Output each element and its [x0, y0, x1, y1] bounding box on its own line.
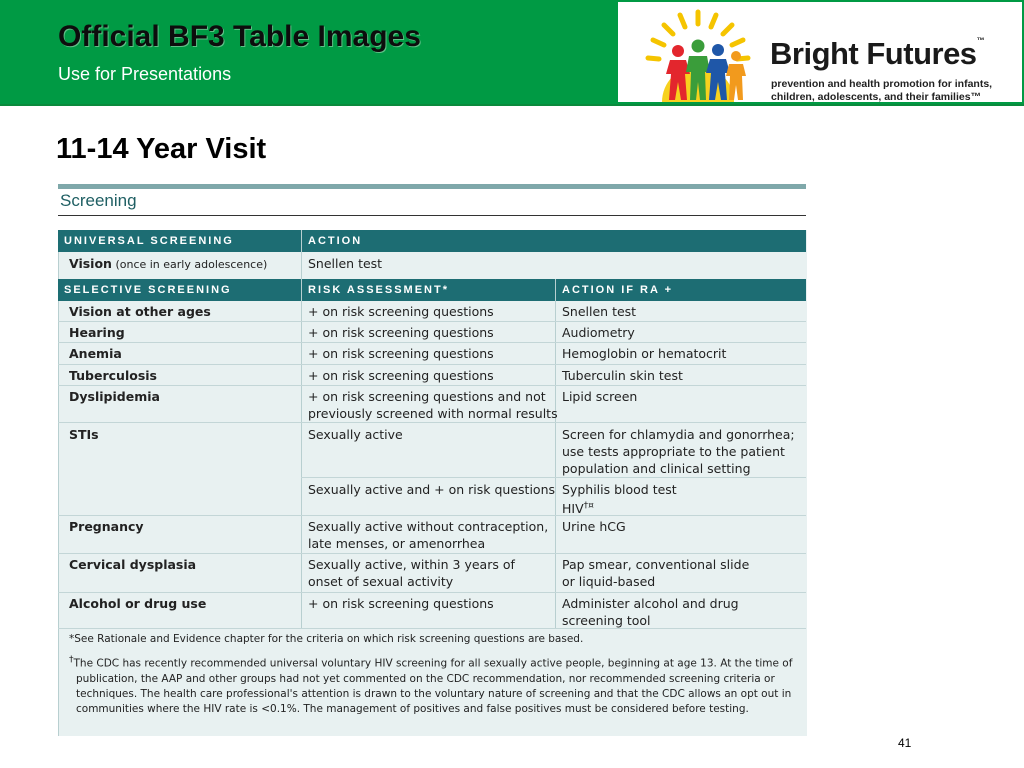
row-action: population and clinical setting — [562, 461, 751, 476]
column-header: UNIVERSAL SCREENING — [64, 235, 234, 247]
row-risk: Sexually active without contraception, — [308, 519, 549, 534]
row-action: screening tool — [562, 613, 651, 628]
footnote-line: publication, the AAP and other groups had not yet commented on the CDC recommendation, nor recommended screening criteria or — [76, 672, 775, 685]
row-divider — [58, 422, 806, 423]
row-name: Pregnancy — [69, 519, 144, 534]
row-name: Tuberculosis — [69, 368, 157, 383]
row-risk: + on risk screening questions — [308, 346, 494, 361]
row-action: use tests appropriate to the patient — [562, 444, 785, 459]
row-name: Alcohol or drug use — [69, 596, 207, 611]
row-name: Vision — [69, 256, 112, 271]
row-risk: + on risk screening questions — [308, 596, 494, 611]
footnote-line: techniques. The health care professional's attention is drawn to the voluntary nature of screening and that the CDC allows an opt out in — [76, 687, 792, 700]
row-divider — [58, 592, 806, 593]
header-subtitle: Use for Presentations — [58, 64, 232, 84]
bright-futures-logo — [615, 0, 1024, 104]
hiv-footnote-mark: †¤ — [583, 501, 594, 511]
dagger-mark: † — [69, 655, 74, 665]
row-risk: + on risk screening questions — [308, 304, 494, 319]
column-divider — [301, 230, 302, 628]
row-action: Snellen test — [562, 304, 637, 319]
footnote-line: The CDC has recently recommended universal voluntary HIV screening for all sexually active people, beginning at age 13. At the time of — [73, 657, 793, 670]
row-name: Anemia — [69, 346, 122, 361]
row-divider — [58, 515, 806, 516]
logo-wordmark — [770, 36, 984, 72]
row-action: Tuberculin skin test — [562, 368, 683, 383]
footnote-line: communities where the HIV rate is <0.1%. The management of positives and false positives must be considered before testing. — [76, 702, 749, 715]
row-name: Vision at other ages — [69, 304, 211, 319]
slide-title: 11-14 Year Visit — [56, 133, 267, 165]
row-name: Dyslipidemia — [69, 389, 160, 404]
section-divider — [58, 215, 806, 216]
row-divider — [58, 628, 806, 629]
row-action: Hemoglobin or hematocrit — [562, 346, 727, 361]
row-risk: + on risk screening questions and not — [308, 389, 546, 404]
header-divider — [0, 104, 1024, 106]
row-risk: + on risk screening questions — [308, 325, 494, 340]
row-risk: + on risk screening questions — [308, 368, 494, 383]
logo-tagline: prevention and health promotion for infants, children, adolescents, and their families™ — [771, 78, 993, 103]
row-divider — [58, 342, 806, 343]
logo-trademark: ™ — [976, 36, 985, 45]
row-action: Snellen test — [308, 256, 383, 271]
row-divider — [58, 321, 806, 322]
footnote-star: *See Rationale and Evidence chapter for the criteria on which risk screening questions are based. — [69, 633, 584, 645]
row-action: Audiometry — [562, 325, 635, 340]
row-risk: onset of sexual activity — [308, 574, 454, 589]
column-header: SELECTIVE SCREENING — [64, 284, 232, 296]
row-name: STIs — [69, 427, 99, 442]
row-risk: previously screened with normal results — [308, 406, 558, 421]
row-risk: Sexually active — [308, 427, 403, 442]
header-title: Official BF3 Table Images — [58, 20, 421, 53]
table-section-title: Screening — [60, 191, 137, 210]
universal-header-row — [58, 230, 806, 252]
column-header: RISK ASSESSMENT* — [308, 284, 450, 296]
row-action: Urine hCG — [562, 519, 626, 534]
row-risk: Sexually active, within 3 years of — [308, 557, 515, 572]
row-action: Pap smear, conventional slide — [562, 557, 750, 572]
row-action: Screen for chlamydia and gonorrhea; — [562, 427, 795, 442]
row-name: Cervical dysplasia — [69, 557, 197, 572]
row-action: or liquid-based — [562, 574, 656, 589]
screening-table — [58, 184, 806, 736]
column-header: ACTION — [308, 235, 363, 247]
row-divider — [58, 364, 806, 365]
page-number: 41 — [898, 736, 912, 750]
row-action: Syphilis blood test — [562, 482, 677, 497]
row-divider — [58, 385, 806, 386]
selective-header-row — [58, 279, 806, 301]
row-qualifier: (once in early adolescence) — [111, 258, 268, 271]
header-band — [0, 0, 615, 104]
column-divider — [555, 279, 556, 628]
table-row — [69, 255, 267, 273]
row-action: Administer alcohol and drug — [562, 596, 739, 611]
table-top-bar — [58, 184, 806, 189]
footnote-dagger — [69, 653, 799, 717]
row-risk: late menses, or amenorrhea — [308, 536, 486, 551]
column-header: ACTION IF RA + — [562, 284, 674, 296]
row-divider — [301, 477, 806, 478]
row-divider — [58, 553, 806, 554]
row-action — [562, 498, 594, 517]
hiv-label: HIV — [562, 501, 584, 517]
row-action: Lipid screen — [562, 389, 638, 404]
row-name: Hearing — [69, 325, 125, 340]
row-risk: Sexually active and + on risk questions — [308, 482, 556, 497]
sun-with-children-icon — [640, 6, 755, 102]
logo-name-text: Bright Futures — [770, 36, 977, 71]
